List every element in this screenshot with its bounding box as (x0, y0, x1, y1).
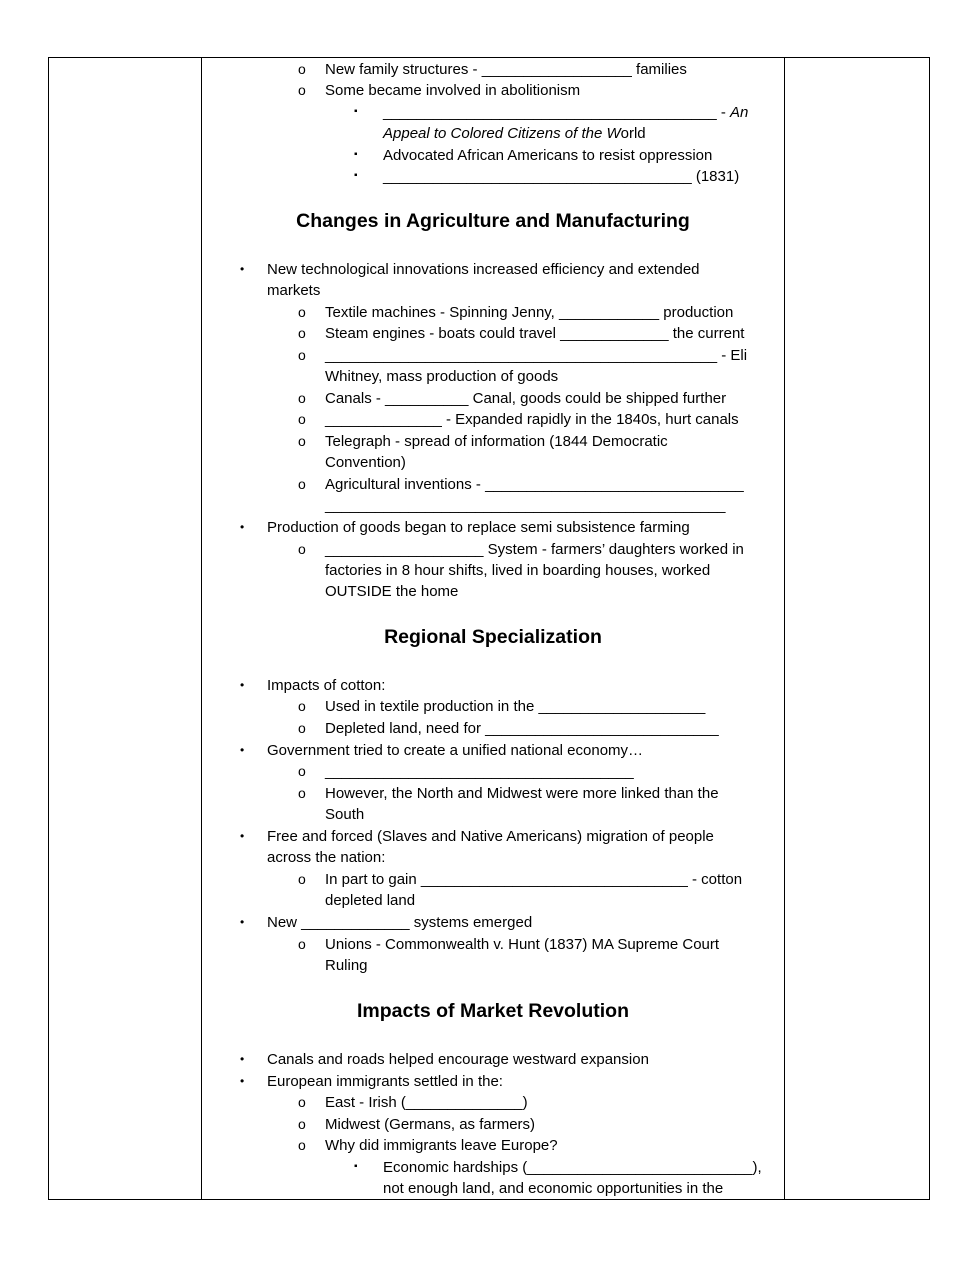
text-line: across the nation: (267, 849, 386, 866)
text-line: Whitney, mass production of goods (325, 368, 559, 385)
bullet-level2: o (298, 1137, 306, 1153)
text-line: East - Irish (______________) (325, 1094, 528, 1111)
column-divider-right (784, 57, 785, 1200)
text-line: Appeal to Colored Citizens of the World (383, 125, 646, 142)
bullet-level1: • (240, 1052, 245, 1066)
text-line: ________________________________________ - An (383, 104, 749, 121)
bullet-level2: o (298, 82, 306, 98)
bullet-level1: • (240, 678, 245, 692)
text-line: Government tried to create a unified national economy… (267, 742, 644, 759)
bullet-level2: o (298, 390, 306, 406)
bullet-level2: o (298, 541, 306, 557)
bullet-level3: ▪ (354, 1161, 358, 1172)
bullet-level2: o (298, 1116, 306, 1132)
bullet-level2: o (298, 698, 306, 714)
bullet-level3: ▪ (354, 106, 358, 117)
section-heading: Impacts of Market Revolution (357, 1000, 629, 1022)
text-line: _______________________________________________ - Eli (325, 347, 748, 364)
text-line: Telegraph - spread of information (1844 Democratic (325, 433, 668, 450)
bullet-level2: o (298, 720, 306, 736)
text-line: Canals - __________ Canal, goods could be shipped further (325, 390, 727, 407)
bullet-level2: o (298, 347, 306, 363)
bullet-level2: o (298, 763, 306, 779)
text-line: Some became involved in abolitionism (325, 82, 581, 99)
bullet-level1: • (240, 520, 245, 534)
bullet-level1: • (240, 829, 245, 843)
bullet-level2: o (298, 433, 306, 449)
bullet-level2: o (298, 476, 306, 492)
text-line: European immigrants settled in the: (267, 1073, 503, 1090)
text-line: Used in textile production in the ____________________ (325, 698, 706, 715)
bullet-level3: ▪ (354, 170, 358, 181)
bullet-level2: o (298, 325, 306, 341)
bullet-level2: o (298, 936, 306, 952)
text-line: Unions - Commonwealth v. Hunt (1837) MA Supreme Court (325, 936, 720, 953)
bullet-level1: • (240, 743, 245, 757)
bullet-level2: o (298, 304, 306, 320)
section-heading: Changes in Agriculture and Manufacturing (296, 210, 690, 232)
text-line: factories in 8 hour shifts, lived in boarding houses, worked (325, 562, 711, 579)
bullet-level1: • (240, 1074, 245, 1088)
text-line: Textile machines - Spinning Jenny, ____________ production (325, 304, 734, 321)
text-line: New technological innovations increased efficiency and extended (267, 261, 700, 278)
text-line: Impacts of cotton: (267, 677, 386, 694)
bullet-level2: o (298, 61, 306, 77)
text-line: _____________________________________ (325, 763, 634, 780)
bullet-level2: o (298, 871, 306, 887)
text-line: Advocated African Americans to resist oppression (383, 147, 713, 164)
text-line: South (325, 806, 365, 823)
text-line: Free and forced (Slaves and Native Americans) migration of people (267, 828, 714, 845)
text-line: Steam engines - boats could travel _____________ the current (325, 325, 745, 342)
bullet-level1: • (240, 262, 245, 276)
text-line: Depleted land, need for ____________________________ (325, 720, 719, 737)
text-line: New family structures - __________________ families (325, 61, 687, 78)
text-line: OUTSIDE the home (325, 583, 459, 600)
notes-column (202, 57, 784, 1200)
bullet-level3: ▪ (354, 149, 358, 160)
text-line: Why did immigrants leave Europe? (325, 1137, 558, 1154)
bullet-level1: • (240, 915, 245, 929)
text-line: Convention) (325, 454, 406, 471)
text-line: Midwest (Germans, as farmers) (325, 1116, 536, 1133)
text-line: _____________________________________ (1831) (383, 168, 740, 185)
text-line: Economic hardships (___________________________), (383, 1159, 762, 1176)
text-line: Canals and roads helped encourage westward expansion (267, 1051, 649, 1068)
bullet-level2: o (298, 1094, 306, 1110)
text-line: However, the North and Midwest were more linked than the (325, 785, 719, 802)
text-line: depleted land (325, 892, 416, 909)
text-line: ___________________ System - farmers’ daughters worked in (325, 541, 744, 558)
text-line: ________________________________________________ (325, 497, 726, 514)
text-line: markets (267, 282, 321, 299)
text-line: not enough land, and economic opportunities in the (383, 1180, 724, 1197)
text-line: Agricultural inventions - _______________________________ (325, 476, 744, 493)
text-line: Production of goods began to replace semi subsistence farming (267, 519, 690, 536)
text-line: In part to gain ________________________________ - cotton (325, 871, 743, 888)
text-line: Ruling (325, 957, 368, 974)
text-line: ______________ - Expanded rapidly in the 1840s, hurt canals (325, 411, 739, 428)
bullet-level2: o (298, 411, 306, 427)
bullet-level2: o (298, 785, 306, 801)
text-line: New _____________ systems emerged (267, 914, 533, 931)
section-heading: Regional Specialization (384, 626, 602, 648)
